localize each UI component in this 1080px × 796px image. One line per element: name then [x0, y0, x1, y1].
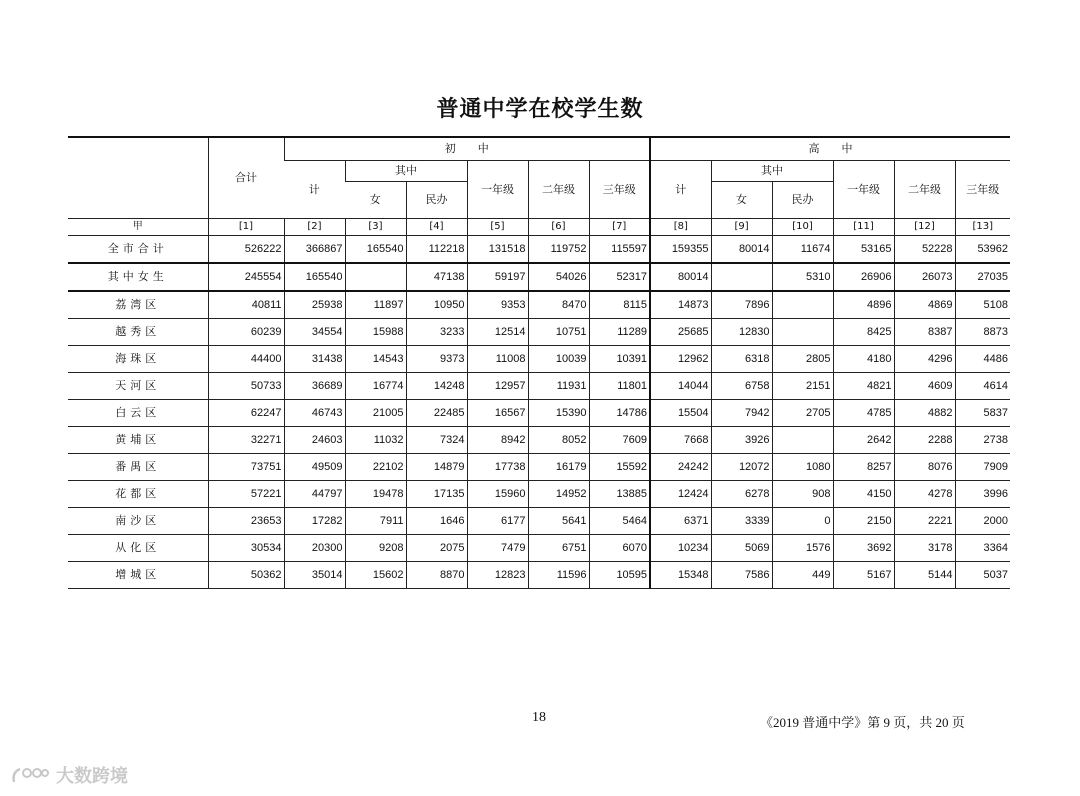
- header-junior-total: 计: [284, 161, 345, 219]
- table-cell: 62247: [208, 400, 284, 427]
- table-cell: 11674: [772, 236, 833, 264]
- table-cell: 11008: [467, 346, 528, 373]
- header-junior-private: 民办: [406, 182, 467, 219]
- table-cell: 9208: [345, 535, 406, 562]
- table-cell: 54026: [528, 263, 589, 291]
- table-cell: 14044: [650, 373, 711, 400]
- column-index: [12]: [894, 219, 955, 236]
- row-label: 番禺区: [68, 454, 208, 481]
- table-row: [68, 400, 1010, 427]
- table-cell: 10751: [528, 319, 589, 346]
- table-cell: 9353: [467, 291, 528, 319]
- table-cell: 4180: [833, 346, 894, 373]
- table-cell: 80014: [650, 263, 711, 291]
- table-cell: 15390: [528, 400, 589, 427]
- table-row: [68, 346, 1010, 373]
- table-cell: 11931: [528, 373, 589, 400]
- column-index: [10]: [772, 219, 833, 236]
- table-cell: 26073: [894, 263, 955, 291]
- column-index: [1]: [208, 219, 284, 236]
- table-cell: 12424: [650, 481, 711, 508]
- table-cell: 1646: [406, 508, 467, 535]
- table-cell: 4614: [955, 373, 1010, 400]
- table-cell: 17282: [284, 508, 345, 535]
- table-cell: 50362: [208, 562, 284, 589]
- table-cell: 8076: [894, 454, 955, 481]
- table-cell: 3364: [955, 535, 1010, 562]
- table-cell: 8425: [833, 319, 894, 346]
- table-cell: 16774: [345, 373, 406, 400]
- table-cell: 52228: [894, 236, 955, 264]
- table-cell: 47138: [406, 263, 467, 291]
- table-cell: 7609: [589, 427, 650, 454]
- table-cell: [772, 427, 833, 454]
- table-cell: 53962: [955, 236, 1010, 264]
- table-cell: 24603: [284, 427, 345, 454]
- table-cell: 6177: [467, 508, 528, 535]
- table-cell: 7324: [406, 427, 467, 454]
- header-senior: 高 中: [650, 137, 1010, 161]
- page-footer-note: 《2019 普通中学》第 9 页，共 20 页: [760, 715, 965, 730]
- table-cell: 4869: [894, 291, 955, 319]
- row-label: 南沙区: [68, 508, 208, 535]
- table-cell: 5108: [955, 291, 1010, 319]
- table-cell: 2221: [894, 508, 955, 535]
- table-cell: 22485: [406, 400, 467, 427]
- table-cell: 49509: [284, 454, 345, 481]
- table-cell: [711, 263, 772, 291]
- table-cell: 14873: [650, 291, 711, 319]
- table-cell: 15988: [345, 319, 406, 346]
- table-cell: 366867: [284, 236, 345, 264]
- table-cell: 25938: [284, 291, 345, 319]
- stub-header: [68, 137, 208, 219]
- table-cell: 159355: [650, 236, 711, 264]
- table-cell: 6371: [650, 508, 711, 535]
- table-cell: 15602: [345, 562, 406, 589]
- row-label: 越秀区: [68, 319, 208, 346]
- table-cell: 8257: [833, 454, 894, 481]
- table-cell: 2288: [894, 427, 955, 454]
- table-cell: 50733: [208, 373, 284, 400]
- table-cell: 112218: [406, 236, 467, 264]
- header-total: 合计: [208, 137, 284, 219]
- table-cell: 53165: [833, 236, 894, 264]
- table-cell: 1080: [772, 454, 833, 481]
- table-row: [68, 535, 1010, 562]
- table-cell: 6070: [589, 535, 650, 562]
- table-cell: 5144: [894, 562, 955, 589]
- table-cell: 80014: [711, 236, 772, 264]
- table-cell: 14879: [406, 454, 467, 481]
- table-cell: 8115: [589, 291, 650, 319]
- table-row: [68, 236, 1010, 264]
- table-cell: 14786: [589, 400, 650, 427]
- table-cell: 8052: [528, 427, 589, 454]
- table-cell: 2151: [772, 373, 833, 400]
- table-cell: 7942: [711, 400, 772, 427]
- table-cell: 57221: [208, 481, 284, 508]
- table-cell: 17135: [406, 481, 467, 508]
- table-cell: 35014: [284, 562, 345, 589]
- column-index: [4]: [406, 219, 467, 236]
- table-cell: 17738: [467, 454, 528, 481]
- watermark-logo-icon: [10, 764, 50, 786]
- table-cell: 6751: [528, 535, 589, 562]
- table-cell: 10039: [528, 346, 589, 373]
- column-index: [9]: [711, 219, 772, 236]
- table-cell: 30534: [208, 535, 284, 562]
- header-junior-grade1: 一年级: [467, 161, 528, 219]
- table-cell: 14952: [528, 481, 589, 508]
- table-cell: 3178: [894, 535, 955, 562]
- header-senior-grade2: 二年级: [894, 161, 955, 219]
- column-index: [2]: [284, 219, 345, 236]
- column-index: [11]: [833, 219, 894, 236]
- table-cell: 21005: [345, 400, 406, 427]
- column-index: [5]: [467, 219, 528, 236]
- table-cell: [345, 263, 406, 291]
- table-cell: 15348: [650, 562, 711, 589]
- table-cell: 14248: [406, 373, 467, 400]
- watermark-text: 大数跨境: [56, 766, 128, 787]
- table-cell: 8387: [894, 319, 955, 346]
- table-cell: 19478: [345, 481, 406, 508]
- table-cell: 12514: [467, 319, 528, 346]
- table-cell: 12830: [711, 319, 772, 346]
- table-cell: 22102: [345, 454, 406, 481]
- page-title: 普通中学在校学生数: [436, 97, 644, 122]
- table-cell: 26906: [833, 263, 894, 291]
- table-row: [68, 263, 1010, 291]
- table-cell: 46743: [284, 400, 345, 427]
- table-cell: 2150: [833, 508, 894, 535]
- row-label: 增城区: [68, 562, 208, 589]
- table-cell: 23653: [208, 508, 284, 535]
- table-cell: 6758: [711, 373, 772, 400]
- table-cell: 2075: [406, 535, 467, 562]
- table-cell: 5037: [955, 562, 1010, 589]
- row-label: 白云区: [68, 400, 208, 427]
- table-row: [68, 291, 1010, 319]
- table-cell: 2738: [955, 427, 1010, 454]
- table-cell: 5464: [589, 508, 650, 535]
- table-row: [68, 373, 1010, 400]
- table-cell: 4896: [833, 291, 894, 319]
- header-junior-qizhong: 其中: [345, 161, 467, 182]
- table-cell: 165540: [345, 236, 406, 264]
- row-label: 从化区: [68, 535, 208, 562]
- table-row: [68, 508, 1010, 535]
- table-cell: 131518: [467, 236, 528, 264]
- table-cell: 52317: [589, 263, 650, 291]
- header-senior-total: 计: [650, 161, 711, 219]
- table-cell: 60239: [208, 319, 284, 346]
- column-index: [13]: [955, 219, 1010, 236]
- table-cell: 12823: [467, 562, 528, 589]
- table-cell: 3996: [955, 481, 1010, 508]
- table-cell: 12072: [711, 454, 772, 481]
- table-cell: 20300: [284, 535, 345, 562]
- table-cell: 10950: [406, 291, 467, 319]
- table-row: [68, 481, 1010, 508]
- table-cell: 27035: [955, 263, 1010, 291]
- table-cell: 5069: [711, 535, 772, 562]
- row-label: 荔湾区: [68, 291, 208, 319]
- table-cell: 245554: [208, 263, 284, 291]
- table-cell: 2642: [833, 427, 894, 454]
- table-cell: 119752: [528, 236, 589, 264]
- table-cell: 115597: [589, 236, 650, 264]
- header-junior-grade3: 三年级: [589, 161, 650, 219]
- table-cell: 165540: [284, 263, 345, 291]
- table-cell: 11897: [345, 291, 406, 319]
- table-row: [68, 319, 1010, 346]
- table-cell: 16179: [528, 454, 589, 481]
- table-cell: 6318: [711, 346, 772, 373]
- header-senior-grade3: 三年级: [955, 161, 1010, 219]
- table-cell: 36689: [284, 373, 345, 400]
- table-cell: 4609: [894, 373, 955, 400]
- table-cell: 10391: [589, 346, 650, 373]
- table-cell: 8873: [955, 319, 1010, 346]
- table-cell: 526222: [208, 236, 284, 264]
- table-cell: 4882: [894, 400, 955, 427]
- table-cell: 7586: [711, 562, 772, 589]
- table-cell: 7911: [345, 508, 406, 535]
- table-cell: 3233: [406, 319, 467, 346]
- row-label: 其中女生: [68, 263, 208, 291]
- table-cell: 11289: [589, 319, 650, 346]
- table-cell: 7479: [467, 535, 528, 562]
- header-senior-qizhong: 其中: [711, 161, 833, 182]
- table-cell: 2805: [772, 346, 833, 373]
- table-cell: 10234: [650, 535, 711, 562]
- table-cell: 5167: [833, 562, 894, 589]
- table-cell: 8942: [467, 427, 528, 454]
- table-cell: [772, 291, 833, 319]
- table-row: [68, 427, 1010, 454]
- table-cell: 3926: [711, 427, 772, 454]
- table-cell: 7909: [955, 454, 1010, 481]
- table-cell: 12962: [650, 346, 711, 373]
- table-cell: 59197: [467, 263, 528, 291]
- table-cell: 4486: [955, 346, 1010, 373]
- table-cell: 11801: [589, 373, 650, 400]
- header-senior-private: 民办: [772, 182, 833, 219]
- table-cell: 4150: [833, 481, 894, 508]
- table-cell: 5837: [955, 400, 1010, 427]
- header-senior-female: 女: [711, 182, 772, 219]
- table-cell: 44797: [284, 481, 345, 508]
- table-cell: 12957: [467, 373, 528, 400]
- table-cell: 2000: [955, 508, 1010, 535]
- row-label: 黄埔区: [68, 427, 208, 454]
- table-cell: 8470: [528, 291, 589, 319]
- table-cell: 24242: [650, 454, 711, 481]
- column-index: [7]: [589, 219, 650, 236]
- table-cell: 15592: [589, 454, 650, 481]
- row-label: 花都区: [68, 481, 208, 508]
- table-cell: 15960: [467, 481, 528, 508]
- watermark: [10, 762, 128, 788]
- header-junior-female: 女: [345, 182, 406, 219]
- table-cell: 15504: [650, 400, 711, 427]
- table-row: [68, 454, 1010, 481]
- column-index: [8]: [650, 219, 711, 236]
- table-cell: 44400: [208, 346, 284, 373]
- table-cell: [772, 319, 833, 346]
- table-cell: 3692: [833, 535, 894, 562]
- table-cell: 5641: [528, 508, 589, 535]
- table-cell: 16567: [467, 400, 528, 427]
- table-cell: 25685: [650, 319, 711, 346]
- table-cell: 908: [772, 481, 833, 508]
- page-number: 18: [532, 710, 546, 725]
- table-cell: 0: [772, 508, 833, 535]
- column-index: [6]: [528, 219, 589, 236]
- column-index: [3]: [345, 219, 406, 236]
- table-cell: 11596: [528, 562, 589, 589]
- table-row: [68, 562, 1010, 589]
- table-cell: 4785: [833, 400, 894, 427]
- index-jia: 甲: [68, 219, 208, 236]
- table-cell: 7668: [650, 427, 711, 454]
- table-cell: 31438: [284, 346, 345, 373]
- table-cell: 7896: [711, 291, 772, 319]
- table-cell: 5310: [772, 263, 833, 291]
- table-cell: 8870: [406, 562, 467, 589]
- table-cell: 2705: [772, 400, 833, 427]
- table-cell: 3339: [711, 508, 772, 535]
- row-label: 全市合计: [68, 236, 208, 264]
- table-cell: 9373: [406, 346, 467, 373]
- table-cell: 14543: [345, 346, 406, 373]
- row-label: 海珠区: [68, 346, 208, 373]
- table-cell: 40811: [208, 291, 284, 319]
- table-cell: 34554: [284, 319, 345, 346]
- table-cell: 73751: [208, 454, 284, 481]
- table-cell: 11032: [345, 427, 406, 454]
- table-cell: 1576: [772, 535, 833, 562]
- table-cell: 10595: [589, 562, 650, 589]
- table-cell: 4278: [894, 481, 955, 508]
- table-cell: 4821: [833, 373, 894, 400]
- row-label: 天河区: [68, 373, 208, 400]
- students-table: [68, 136, 1010, 589]
- table-cell: 449: [772, 562, 833, 589]
- table-cell: 6278: [711, 481, 772, 508]
- header-senior-grade1: 一年级: [833, 161, 894, 219]
- table-cell: 4296: [894, 346, 955, 373]
- table-cell: 32271: [208, 427, 284, 454]
- table-cell: 13885: [589, 481, 650, 508]
- header-junior: 初 中: [284, 137, 650, 161]
- header-junior-grade2: 二年级: [528, 161, 589, 219]
